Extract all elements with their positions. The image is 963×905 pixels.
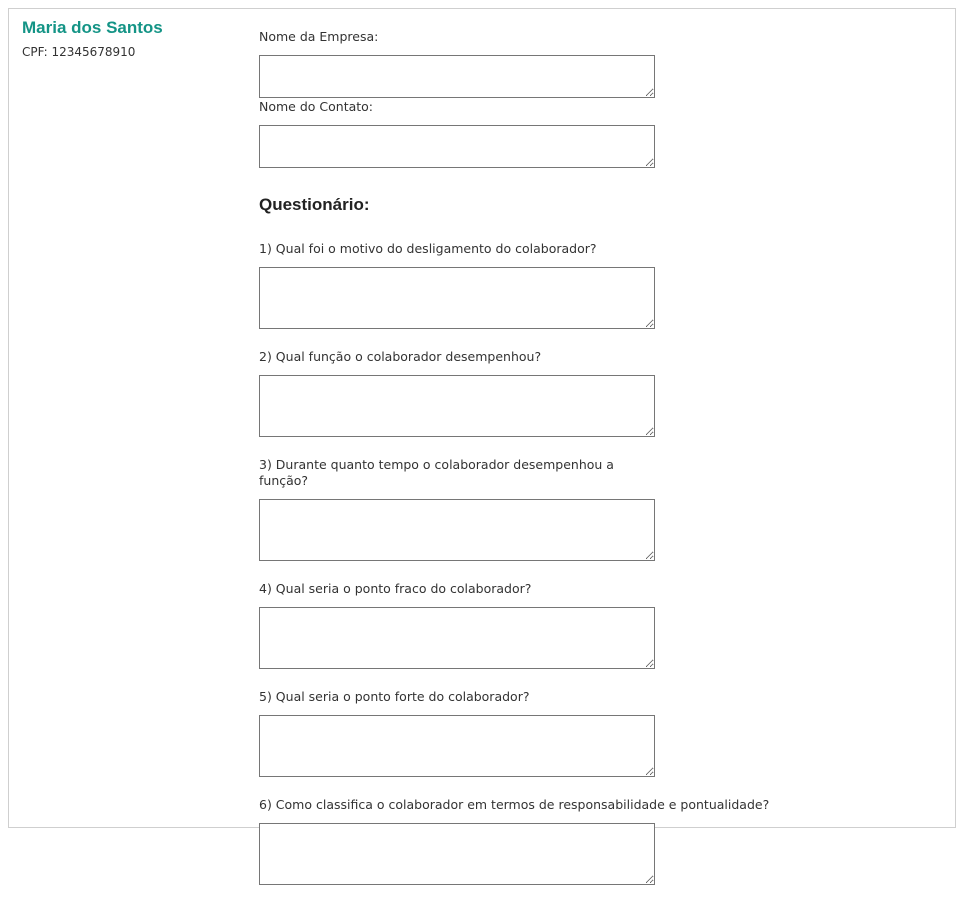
- person-name: Maria dos Santos: [22, 18, 163, 37]
- questionnaire-title: Questionário:: [259, 195, 370, 214]
- question-label-4: 4) Qual seria o ponto fraco do colaborador?: [259, 581, 532, 596]
- person-info: [22, 17, 163, 60]
- question-label-2: 2) Qual função o colaborador desempenhou?: [259, 349, 542, 364]
- question-answer-1[interactable]: [259, 267, 655, 329]
- reference-form: [259, 29, 770, 905]
- question-answer-5[interactable]: [259, 715, 655, 777]
- question-answer-3[interactable]: [259, 499, 655, 561]
- question-label-3: 3) Durante quanto tempo o colaborador desempenhou a função?: [259, 457, 614, 488]
- company-name-label: Nome da Empresa:: [259, 29, 379, 44]
- company-name-input[interactable]: [259, 55, 655, 98]
- question-answer-4[interactable]: [259, 607, 655, 669]
- question-label-1: 1) Qual foi o motivo do desligamento do colaborador?: [259, 241, 597, 256]
- question-answer-2[interactable]: [259, 375, 655, 437]
- question-label-6: 6) Como classifica o colaborador em termos de responsabilidade e pontualidade?: [259, 797, 770, 812]
- question-answer-6[interactable]: [259, 823, 655, 885]
- contact-name-input[interactable]: [259, 125, 655, 168]
- question-label-5: 5) Qual seria o ponto forte do colaborador?: [259, 689, 530, 704]
- person-cpf: CPF: 12345678910: [22, 45, 136, 59]
- contact-name-label: Nome do Contato:: [259, 99, 374, 114]
